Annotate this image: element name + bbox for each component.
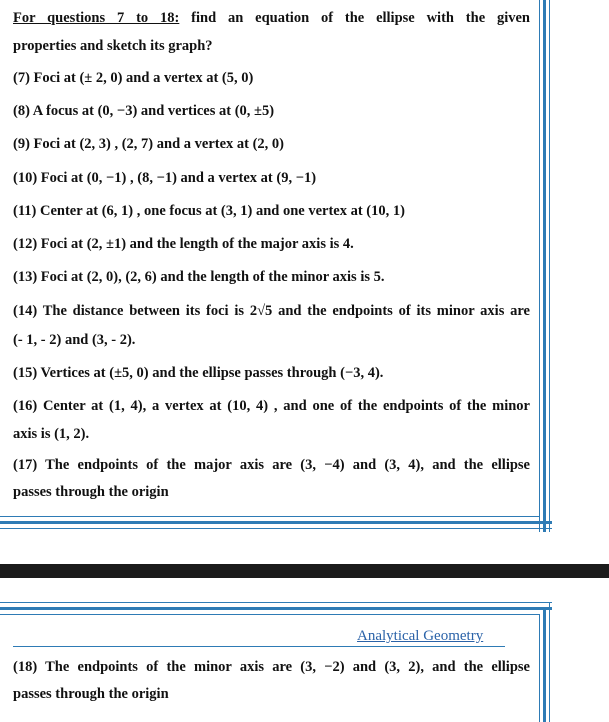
instructions-heading-cont: properties and sketch its graph? [13,38,213,54]
page-border-line [0,614,540,615]
page-border-line [549,602,550,722]
page-border-line [0,516,540,517]
question-13: (13) Foci at (2, 0), (2, 6) and the length of the minor axis is 5. [13,269,385,285]
question-17-cont: passes through the origin [13,484,169,500]
question-17: (17) The endpoints of the major axis are (3, −4) and (3, 4), and the ellipse [13,457,530,473]
page-border-line [543,607,546,722]
page-border-line [0,528,552,529]
heading-text: find an equation of the ellipse with the given [191,10,530,26]
footer-rule [13,646,505,647]
footer-title: Analytical Geometry [357,628,484,644]
question-15: (15) Vertices at (±5, 0) and the ellipse passes through (−3, 4). [13,365,384,381]
question-11: (11) Center at (6, 1) , one focus at (3, 1) and one vertex at (10, 1) [13,203,405,219]
question-18-cont: passes through the origin [13,686,169,702]
question-10: (10) Foci at (0, −1) , (8, −1) and a vertex at (9, −1) [13,170,317,186]
page-border-line [543,0,546,532]
heading-label: For questions 7 to 18: [13,10,180,26]
question-8: (8) A focus at (0, −3) and vertices at (0, ±5) [13,103,275,119]
question-18: (18) The endpoints of the minor axis are (3, −2) and (3, 2), and the ellipse [13,659,530,675]
page-border-line [539,614,540,722]
page-border-line [0,602,552,603]
page-2 [0,578,609,722]
question-14-cont: (- 1, - 2) and (3, - 2). [13,332,136,348]
page-border-line [549,0,550,532]
question-16-cont: axis is (1, 2). [13,426,90,442]
question-7: (7) Foci at (± 2, 0) and a vertex at (5, 0) [13,70,254,86]
question-12: (12) Foci at (2, ±1) and the length of the major axis is 4. [13,236,354,252]
instructions-heading [13,9,530,28]
page-separator [0,564,609,578]
question-14: (14) The distance between its foci is 2√5 and the endpoints of its minor axis are [13,303,530,319]
page-gap [0,532,609,564]
question-9: (9) Foci at (2, 3) , (2, 7) and a vertex at (2, 0) [13,136,285,152]
question-16: (16) Center at (1, 4), a vertex at (10, 4) , and one of the endpoints of the minor [13,398,530,414]
page-border-line [0,521,552,524]
page-border-line [539,0,540,532]
page-border-line [0,607,552,610]
